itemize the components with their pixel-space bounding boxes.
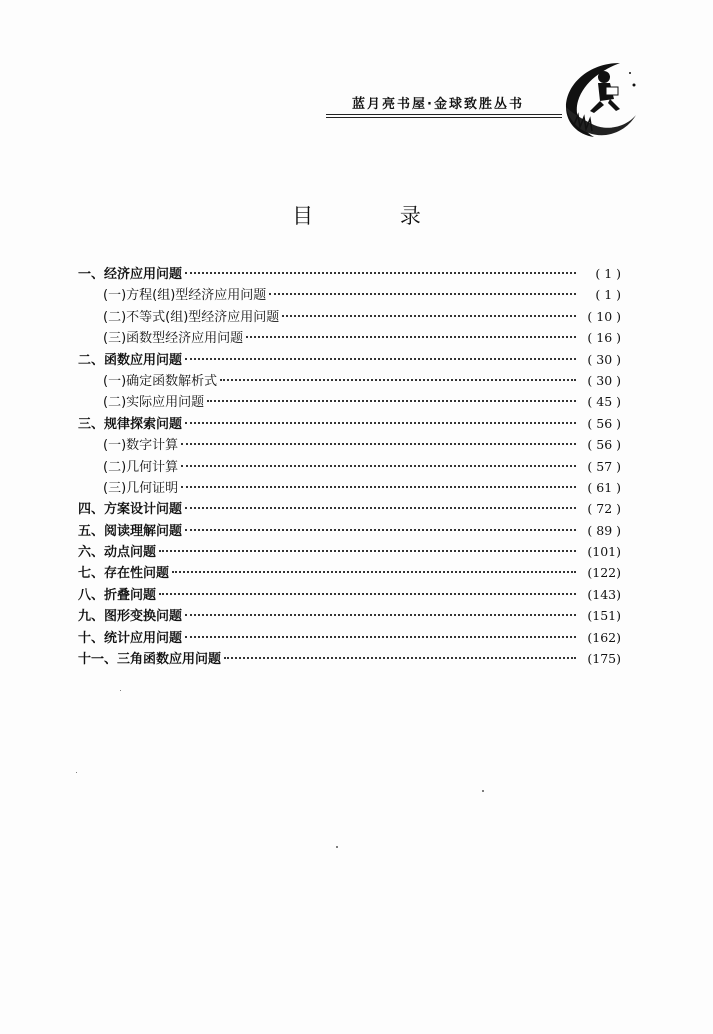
toc-page-number: (101) — [587, 544, 621, 560]
toc-section-entry — [78, 456, 621, 477]
toc-dot-leader — [282, 315, 576, 317]
toc-section-entry — [78, 477, 621, 498]
toc-dot-leader — [185, 422, 576, 424]
toc-page-number: ( 57 ) — [587, 458, 621, 474]
toc-dot-leader — [159, 593, 576, 595]
toc-chapter-entry — [78, 627, 621, 648]
toc-page-number: ( 56 ) — [587, 415, 621, 431]
toc-dot-leader — [185, 358, 576, 360]
toc-page-number: ( 72 ) — [587, 501, 621, 517]
toc-dot-leader — [181, 486, 576, 488]
toc-page-number: (151) — [587, 608, 621, 624]
toc-page-number: ( 30 ) — [587, 372, 621, 388]
toc-dot-leader — [269, 293, 576, 295]
toc-page-number: ( 1 ) — [595, 287, 621, 303]
toc-section-entry — [78, 284, 621, 305]
toc-chapter-entry — [78, 584, 621, 605]
header-rule — [326, 114, 562, 115]
toc-entry-label: (三)函数型经济应用问题 — [103, 331, 244, 347]
toc-dot-leader — [207, 400, 576, 402]
toc-dot-leader — [159, 550, 576, 552]
toc-section-entry — [78, 391, 621, 412]
toc-dot-leader — [181, 465, 576, 467]
toc-entry-label: 九、图形变换问题 — [78, 609, 183, 625]
toc-dot-leader — [181, 443, 576, 445]
page-title: 目 录 — [292, 204, 461, 228]
toc-page-number: ( 1 ) — [595, 266, 621, 281]
scan-speck — [482, 790, 484, 792]
scan-speck — [336, 846, 338, 848]
toc-entry-label: (一)数字计算 — [103, 438, 179, 454]
header-rule-secondary — [326, 117, 562, 118]
toc-dot-leader — [172, 571, 576, 573]
toc-entry-label: (二)几何计算 — [103, 459, 179, 475]
toc-page-number: ( 56 ) — [587, 437, 621, 453]
toc-chapter-entry — [78, 562, 621, 583]
crescent-moon-logo-icon — [560, 55, 644, 139]
toc-dot-leader — [220, 379, 576, 381]
toc-chapter-entry — [78, 520, 621, 541]
toc-section-entry — [78, 434, 621, 455]
toc-dot-leader — [185, 636, 576, 638]
toc-dot-leader — [224, 657, 576, 659]
toc-entry-label: 四、方案设计问题 — [78, 502, 183, 518]
toc-section-entry — [78, 370, 621, 391]
toc-entry-label: (二)不等式(组)型经济应用问题 — [103, 309, 280, 325]
toc-entry-label: 六、动点问题 — [78, 545, 157, 561]
table-of-contents — [78, 263, 621, 669]
toc-entry-label: 一、经济应用问题 — [78, 267, 183, 282]
toc-page-number: ( 16 ) — [587, 330, 621, 346]
series-header: 蓝月亮书屋·金球致胜丛书 — [352, 97, 524, 112]
toc-chapter-entry — [78, 605, 621, 626]
toc-page-number: (143) — [587, 586, 621, 602]
toc-dot-leader — [185, 272, 576, 274]
toc-section-entry — [78, 327, 621, 348]
scan-speck — [76, 772, 77, 773]
toc-page-number: ( 30 ) — [587, 351, 621, 367]
toc-page-number: (122) — [587, 565, 621, 581]
toc-section-entry — [78, 306, 621, 327]
toc-entry-label: 十一、三角函数应用问题 — [78, 652, 222, 668]
toc-page-number: (175) — [587, 651, 621, 667]
toc-entry-label: 五、阅读理解问题 — [78, 523, 183, 539]
toc-entry-label: 十、统计应用问题 — [78, 630, 183, 646]
toc-chapter-entry — [78, 541, 621, 562]
toc-page-number: (162) — [587, 629, 621, 645]
toc-entry-label: 三、规律探索问题 — [78, 416, 183, 432]
toc-dot-leader — [185, 614, 576, 616]
toc-dot-leader — [185, 507, 576, 509]
toc-entry-label: (一)方程(组)型经济应用问题 — [103, 288, 267, 304]
toc-entry-label: (三)几何证明 — [103, 480, 179, 496]
toc-entry-label: 二、函数应用问题 — [78, 352, 183, 368]
toc-entry-label: 七、存在性问题 — [78, 566, 170, 582]
toc-chapter-entry — [78, 349, 621, 370]
toc-chapter-entry — [78, 413, 621, 434]
toc-chapter-entry — [78, 648, 621, 669]
toc-page-number: ( 89 ) — [587, 522, 621, 538]
toc-entry-label: (一)确定函数解析式 — [103, 373, 218, 389]
scan-speck — [120, 690, 121, 691]
toc-page-number: ( 61 ) — [587, 479, 621, 495]
toc-dot-leader — [185, 529, 576, 531]
toc-page-number: ( 45 ) — [587, 394, 621, 410]
toc-entry-label: 八、折叠问题 — [78, 587, 157, 603]
toc-page-number: ( 10 ) — [587, 308, 621, 324]
toc-chapter-entry — [78, 263, 621, 284]
toc-dot-leader — [246, 336, 576, 338]
toc-entry-label: (二)实际应用问题 — [103, 395, 205, 411]
toc-chapter-entry — [78, 498, 621, 519]
